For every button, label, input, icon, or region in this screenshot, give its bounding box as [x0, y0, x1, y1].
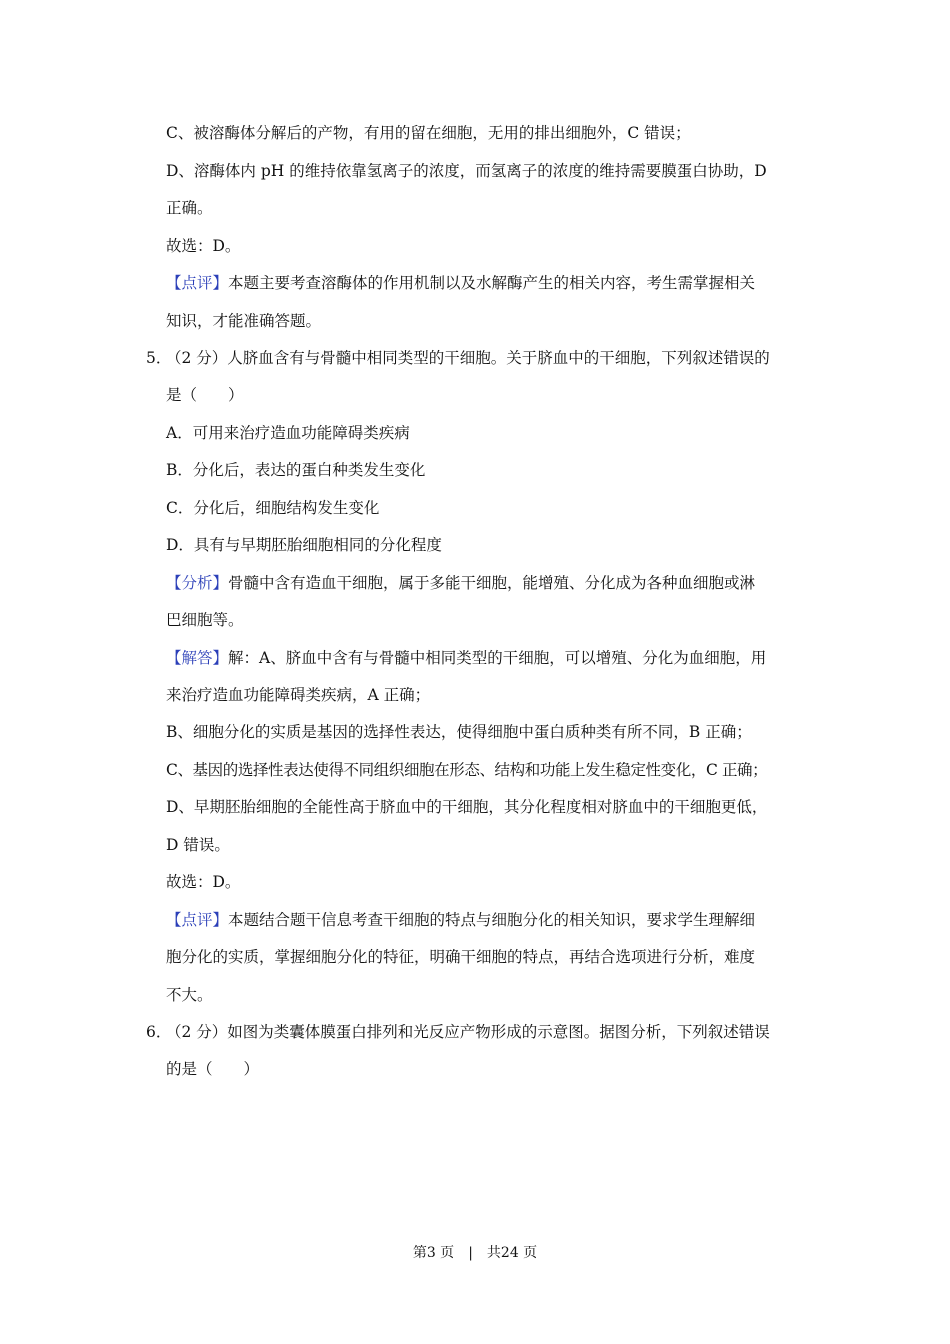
- question-stem: （2 分）如图为类囊体膜蛋白排列和光反应产物形成的示意图。据图分析，下列叙述错误: [166, 1023, 770, 1041]
- comment-paragraph: [166, 913, 755, 929]
- answer-text: 解：A、脐血中含有与骨髓中相同类型的干细胞，可以增殖、分化为血细胞，用: [228, 649, 767, 667]
- option-a: A．可用来治疗造血功能障碍类疾病: [166, 424, 410, 442]
- comment-text: 本题主要考查溶酶体的作用机制以及水解酶产生的相关内容，考生需掌握相关: [228, 274, 756, 292]
- analysis-tag: 【分析】: [166, 574, 229, 592]
- question-number: 5．: [146, 349, 172, 367]
- question-number: 6．: [146, 1023, 172, 1041]
- comment-paragraph: [166, 276, 755, 292]
- text-line: 巴细胞等。: [166, 611, 244, 629]
- text-line: 知识，才能准确答题。: [166, 312, 322, 330]
- answer-paragraph: [166, 651, 766, 667]
- text-line: 胞分化的实质，掌握细胞分化的特征，明确干细胞的特点，再结合选项进行分析，难度: [166, 948, 756, 966]
- comment-text: 本题结合题干信息考查干细胞的特点与细胞分化的相关知识，要求学生理解细: [228, 911, 756, 929]
- text-line: D 错误。: [166, 836, 230, 854]
- option-c: C．分化后，细胞结构发生变化: [166, 499, 380, 517]
- text-line: D、早期胚胎细胞的全能性高于脐血中的干细胞，其分化程度相对脐血中的干细胞更低，: [166, 798, 768, 816]
- comment-tag: 【点评】: [166, 274, 229, 292]
- footer-separator: |: [468, 1245, 473, 1261]
- text-line: 正确。: [166, 199, 213, 217]
- text-line: 来治疗造血功能障碍类疾病，A 正确；: [166, 686, 431, 704]
- answer-tag: 【解答】: [166, 649, 229, 667]
- page-footer: [0, 1246, 950, 1260]
- option-b: B．分化后，表达的蛋白种类发生变化: [166, 461, 426, 479]
- option-d: D．具有与早期胚胎细胞相同的分化程度: [166, 536, 442, 554]
- text-line: B、细胞分化的实质是基因的选择性表达，使得细胞中蛋白质种类有所不同，B 正确；: [166, 723, 752, 741]
- text-line: 故选：D。: [166, 237, 241, 255]
- text-line: D、溶酶体内 pH 的维持依靠氢离子的浓度，而氢离子的浓度的维持需要膜蛋白协助，D: [166, 162, 767, 180]
- question-stem: 的是（ ）: [166, 1060, 260, 1078]
- question-stem: 是（ ）: [166, 386, 244, 404]
- question-stem: （2 分）人脐血含有与骨髓中相同类型的干细胞。关于脐血中的干细胞，下列叙述错误的: [166, 349, 770, 367]
- analysis-paragraph: [166, 576, 755, 592]
- text-line: 故选：D。: [166, 873, 241, 891]
- text-line: C、被溶酶体分解后的产物，有用的留在细胞，无用的排出细胞外，C 错误；: [166, 124, 691, 142]
- analysis-text: 骨髓中含有造血干细胞，属于多能干细胞，能增殖、分化成为各种血细胞或淋: [228, 574, 756, 592]
- text-line: 不大。: [166, 986, 213, 1004]
- text-line: C、基因的选择性表达使得不同组织细胞在形态、结构和功能上发生稳定性变化，C 正确；: [166, 761, 768, 779]
- page-total: 共24 页: [486, 1245, 538, 1261]
- page-number: 第3 页: [412, 1245, 455, 1261]
- comment-tag: 【点评】: [166, 911, 229, 929]
